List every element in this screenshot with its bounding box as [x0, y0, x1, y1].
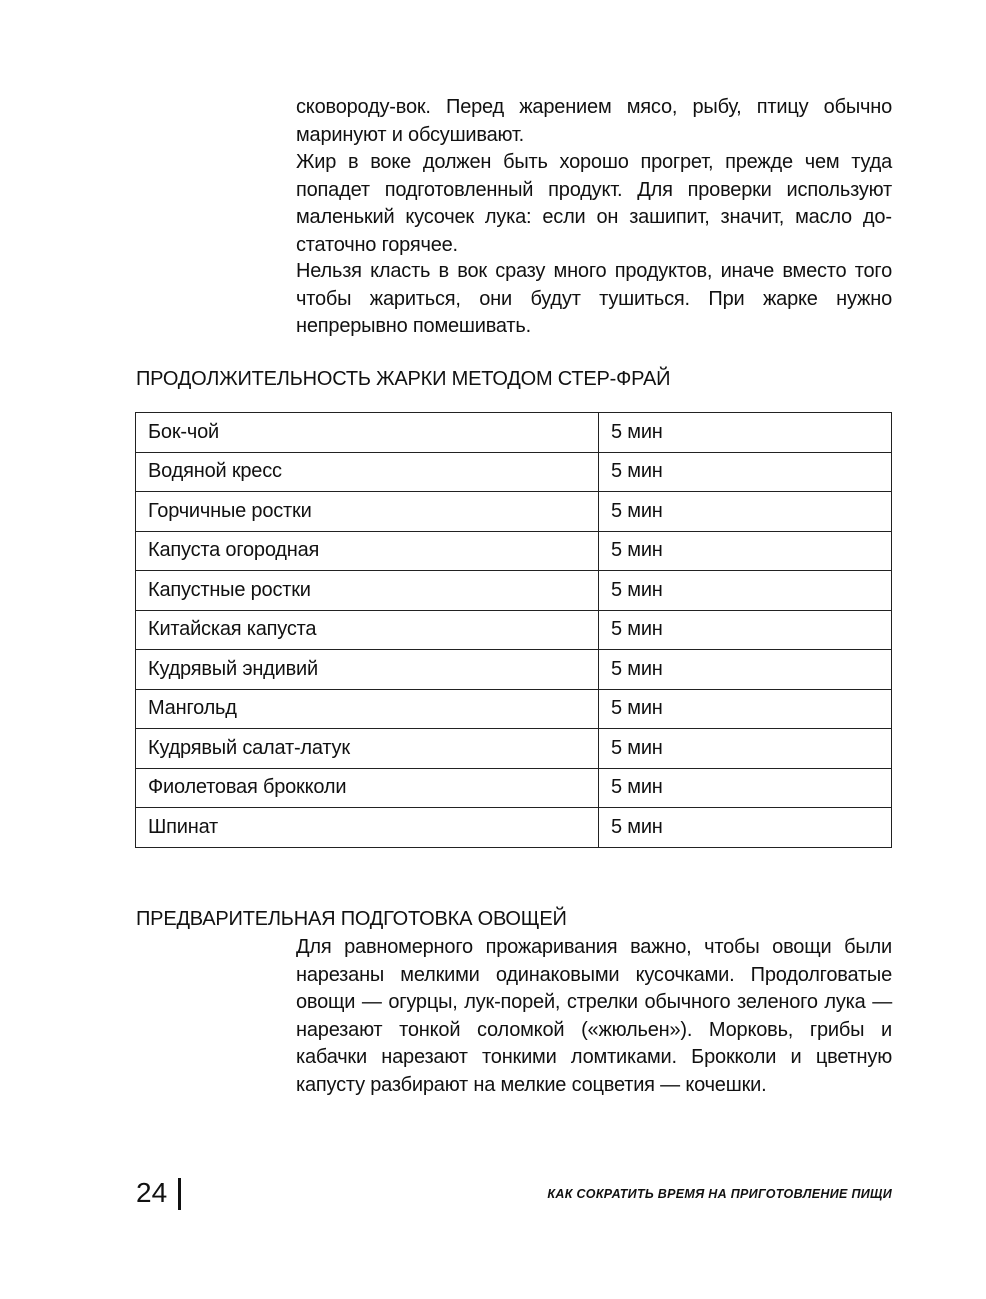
frying-time-cell: 5 мин	[599, 808, 892, 848]
table-row	[136, 531, 892, 571]
running-title: КАК СОКРАТИТЬ ВРЕМЯ НА ПРИГОТОВЛЕНИЕ ПИЩИ	[547, 1187, 892, 1201]
vegetable-name-cell: Шпинат	[136, 808, 599, 848]
table-row	[136, 413, 892, 453]
section-paragraph: Для равномерного прожаривания важно, чтобы овощи были нарезаны мелкими одинаковыми кусочками. Продолговатые овощи — огурцы, лук-порей, стрелки обычного зеленого лука — нарезают тонкой соломкой («жюльен»). Морковь, грибы и кабачки нарезают тонкими ломтиками. Брокколи и цветную капусту разбирают на мелкие соцветия — кочешки.	[296, 936, 892, 1096]
frying-time-cell: 5 мин	[599, 729, 892, 769]
table-row	[136, 650, 892, 690]
intro-paragraph-2: Жир в воке должен быть хорошо прогрет, прежде чем туда попадет подготовленный продукт. Для проверки используют маленький кусочек лука: если он зашипит, значит, масло достаточно горячее.	[296, 151, 892, 256]
vegetable-name-cell: Китайская капуста	[136, 610, 599, 650]
vegetable-name-cell: Фиолетовая брокколи	[136, 768, 599, 808]
vegetable-name-cell: Кудрявый салат-латук	[136, 729, 599, 769]
frying-time-cell: 5 мин	[599, 610, 892, 650]
frying-time-table	[135, 412, 892, 848]
vegetable-name-cell: Водяной кресс	[136, 452, 599, 492]
vegetable-name-cell: Капуста огородная	[136, 531, 599, 571]
frying-time-cell: 5 мин	[599, 413, 892, 453]
table-heading: ПРОДОЛЖИТЕЛЬНОСТЬ ЖАРКИ МЕТОДОМ СТЕР-ФРАЙ	[136, 368, 671, 390]
vegetable-name-cell: Мангольд	[136, 689, 599, 729]
footer-divider	[178, 1178, 181, 1210]
frying-time-cell: 5 мин	[599, 650, 892, 690]
section-heading: ПРЕДВАРИТЕЛЬНАЯ ПОДГОТОВКА ОВОЩЕЙ	[136, 908, 567, 930]
table-row	[136, 768, 892, 808]
frying-time-cell: 5 мин	[599, 689, 892, 729]
table-row	[136, 610, 892, 650]
frying-time-cell: 5 мин	[599, 768, 892, 808]
table-row	[136, 452, 892, 492]
page-number: 24	[136, 1177, 168, 1208]
table-row	[136, 808, 892, 848]
vegetable-name-cell: Кудрявый эндивий	[136, 650, 599, 690]
vegetable-name-cell: Капустные ростки	[136, 571, 599, 611]
vegetable-name-cell: Бок-чой	[136, 413, 599, 453]
table-row	[136, 689, 892, 729]
table-row	[136, 729, 892, 769]
table-row	[136, 571, 892, 611]
frying-time-cell: 5 мин	[599, 531, 892, 571]
frying-time-cell: 5 мин	[599, 571, 892, 611]
intro-paragraph-1: сковороду-вок. Перед жарением мясо, рыбу, птицу обычно маринуют и обсушивают.	[296, 96, 892, 146]
frying-time-cell: 5 мин	[599, 452, 892, 492]
vegetable-name-cell: Горчичные ростки	[136, 492, 599, 532]
table-row	[136, 492, 892, 532]
frying-time-cell: 5 мин	[599, 492, 892, 532]
intro-paragraph-3: Нельзя класть в вок сразу много продуктов, иначе вместо того чтобы жариться, они будут тушиться. При жарке нужно непрерывно помешивать.	[296, 260, 892, 337]
